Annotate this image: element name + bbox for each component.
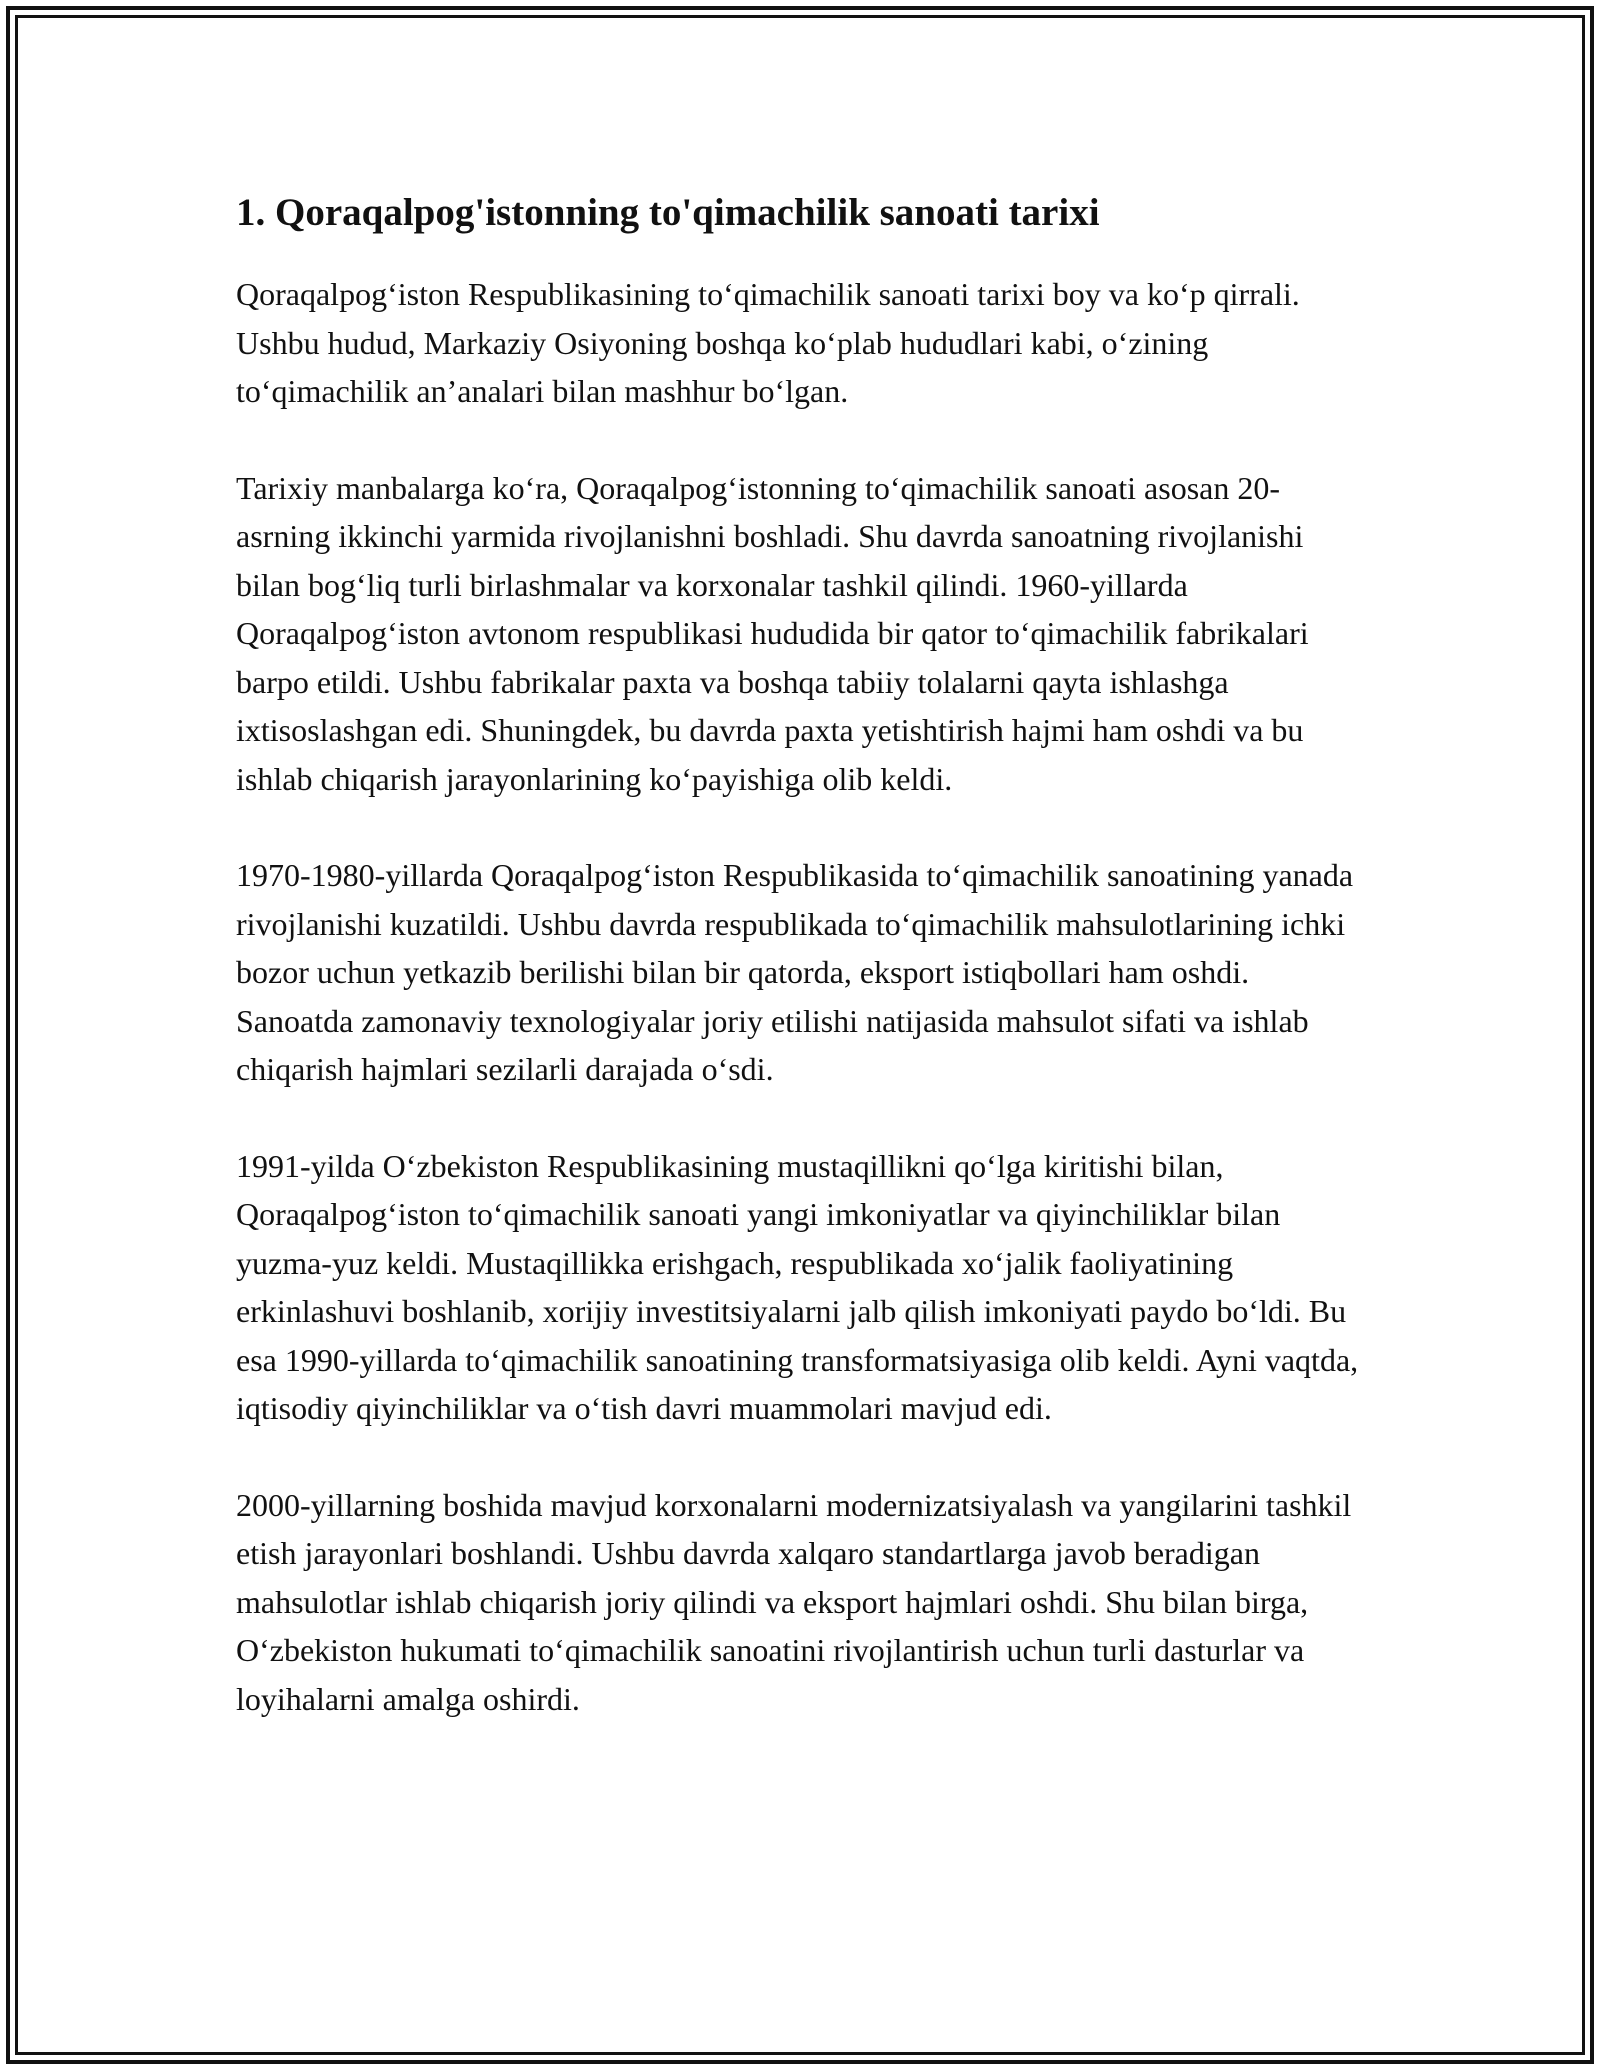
paragraph-3: 1970-1980-yillarda Qoraqalpog‘iston Respublikasida to‘qimachilik sanoatining yanada rivojlanishi kuzatildi. Ushbu davrda respublikada to‘qimachilik mahsulotlarining ichki bozor uchun yetkazib berilishi bilan bir qatorda, eksport istiqbollari ham oshdi. Sanoatda zamonaviy texnologiyalar joriy etilishi natijasida mahsulot sifati va ishlab chiqarish hajmlari sezilarli darajada o‘sdi. [236, 857, 1354, 1087]
paragraph-2: Tarixiy manbalarga ko‘ra, Qoraqalpog‘istonning to‘qimachilik sanoati asosan 20-asrning ikkinchi yarmida rivojlanishni boshladi. Shu davrda sanoatning rivojlanishi bilan bog‘liq turli birlashmalar va korxonalar tashkil qilindi. 1960-yillarda Qoraqalpog‘iston avtonom respublikasi hududida bir qator to‘qimachilik fabrikalari barpo etildi. Ushbu fabrikalar paxta va boshqa tabiiy tolalarni qayta ishlashga ixtisoslashgan edi. Shuningdek, bu davrda paxta yetishtirish hajmi ham oshdi va bu ishlab chiqarish jarayonlarining ko‘payishiga olib keldi. [236, 469, 1309, 797]
section-title: 1. Qoraqalpog'istonning to'qimachilik sanoati tarixi [236, 191, 1100, 234]
paragraph-5: 2000-yillarning boshida mavjud korxonalarni modernizatsiyalash va yangilarini tashkil etish jarayonlari boshlandi. Ushbu davrda xalqaro standartlarga javob beradigan mahsulotlar ishlab chiqarish joriy qilindi va eksport hajmlari oshdi. Shu bilan birga, O‘zbekiston hukumati to‘qimachilik sanoatini rivojlantirish uchun turli dasturlar va loyihalarni amalga oshirdi. [236, 1486, 1352, 1717]
paragraph-1: Qoraqalpog‘iston Respublikasining to‘qimachilik sanoati tarixi boy va ko‘p qirrali. Ushbu hudud, Markaziy Osiyoning boshqa ko‘plab hududlari kabi, o‘zining to‘qimachilik an’analari bilan mashhur bo‘lgan. [236, 276, 1300, 409]
document-body [236, 186, 1366, 1771]
paragraph-4: 1991-yilda O‘zbekiston Respublikasining mustaqillikni qo‘lga kiritishi bilan, Qoraqalpog‘iston to‘qimachilik sanoati yangi imkoniyatlar va qiyinchiliklar bilan yuzma-yuz keldi. Mustaqillikka erishgach, respublikada xo‘jalik faoliyatining erkinlashuvi boshlanib, xorijiy investitsiyalarni jalb qilish imkoniyati paydo bo‘ldi. Bu esa 1990-yillarda to‘qimachilik sanoatining transformatsiyasiga olib keldi. Ayni vaqtda, iqtisodiy qiyinchiliklar va o‘tish davri muammolari mavjud edi. [236, 1147, 1359, 1426]
